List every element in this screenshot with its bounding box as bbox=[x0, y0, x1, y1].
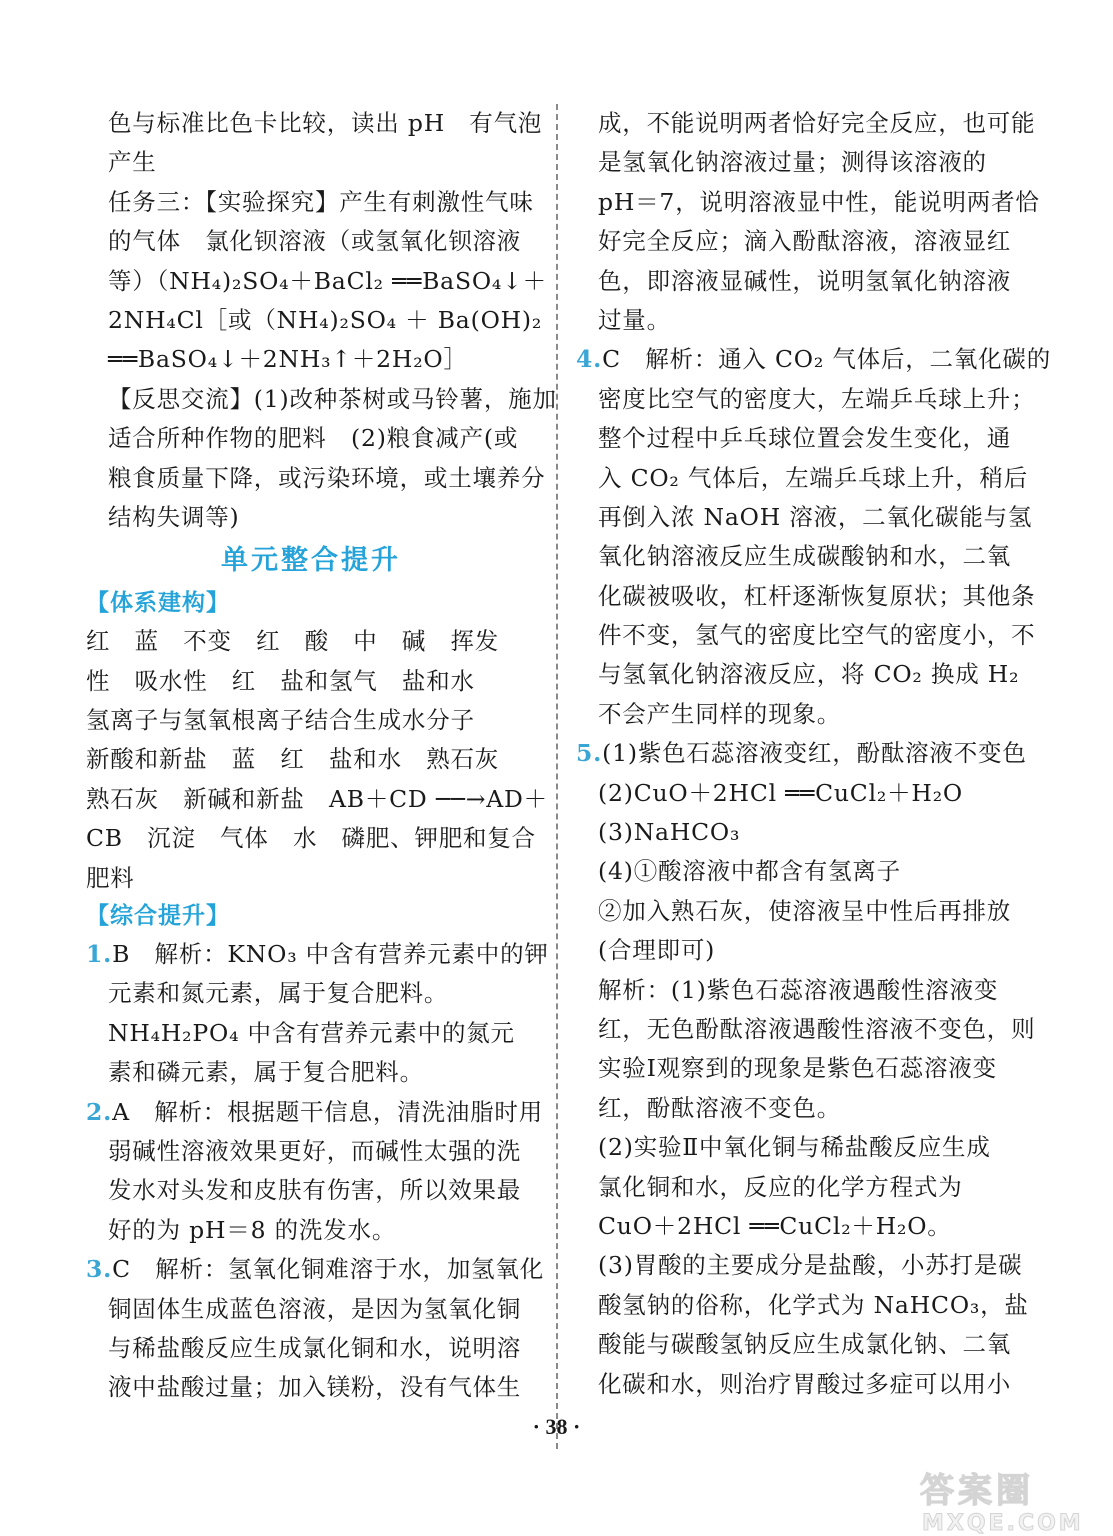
question-5-line: 红，酚酞溶液不变色。 bbox=[598, 1093, 841, 1122]
svg-text:MXQE.COM: MXQE.COM bbox=[922, 1511, 1084, 1536]
answer-line: 的气体 氯化钡溶液（或氢氧化钡溶液 bbox=[108, 227, 522, 256]
column-divider bbox=[556, 104, 558, 1449]
question-5-number: 5. bbox=[576, 739, 603, 768]
system-line: 新酸和新盐 蓝 红 盐和水 熟石灰 bbox=[86, 745, 500, 774]
question-5-line: (3)NaHCO₃ bbox=[598, 818, 741, 847]
question-4-number: 4. bbox=[576, 345, 603, 374]
question-2-line: 弱碱性溶液效果更好，而碱性太强的洗 bbox=[108, 1136, 522, 1165]
watermark-logo bbox=[900, 1462, 1110, 1536]
question-5-line: (2)实验Ⅱ中氧化铜与稀盐酸反应生成 bbox=[598, 1133, 991, 1162]
question-5-line: 实验Ⅰ观察到的现象是紫色石蕊溶液变 bbox=[598, 1054, 997, 1083]
system-line: 熟石灰 新碱和新盐 AB＋CD ──→AD＋ bbox=[86, 784, 548, 813]
question-1-line: 素和磷元素，属于复合肥料。 bbox=[108, 1058, 424, 1087]
question-5-line: 氯化铜和水，反应的化学方程式为 bbox=[598, 1172, 963, 1201]
question-4-line: 不会产生同样的现象。 bbox=[598, 699, 841, 728]
question-2-text: A 解析：根据题干信息，清洗油脂时用 bbox=[112, 1097, 544, 1126]
question-5-text: (1)紫色石蕊溶液变红，酚酞溶液不变色 bbox=[602, 739, 1027, 768]
question-3-line: 铜固体生成蓝色溶液，是因为氢氧化铜 bbox=[108, 1294, 522, 1323]
question-4-line: 整个过程中乒乓球位置会发生变化，通 bbox=[598, 424, 1012, 453]
section-title: 单元整合提升 bbox=[221, 545, 401, 577]
question-4-line bbox=[576, 340, 1052, 379]
answer-line: 2NH₄Cl［或（NH₄)₂SO₄ ＋ Ba(OH)₂ bbox=[108, 305, 543, 334]
answer-line: 粮食质量下降，或污染环境，或土壤养分 bbox=[108, 463, 546, 492]
svg-text:答案圈: 答案圈 bbox=[920, 1471, 1034, 1511]
answer-line: 【反思交流】(1)改种茶树或马铃薯，施加 bbox=[108, 384, 557, 413]
answer-line: 结构失调等) bbox=[108, 502, 240, 531]
question-2-line: 好的为 pH＝8 的洗发水。 bbox=[108, 1215, 397, 1244]
left-column bbox=[86, 104, 557, 1408]
question-5-line: (2)CuO＋2HCl ══CuCl₂＋H₂O bbox=[598, 778, 963, 807]
system-line: CB 沉淀 气体 水 磷肥、钾肥和复合 bbox=[86, 824, 536, 853]
answer-line: 产生 bbox=[108, 148, 157, 177]
right-column bbox=[576, 104, 1052, 1404]
question-1-number: 1. bbox=[86, 940, 113, 969]
question-3-line: 与稀盐酸反应生成氯化铜和水，说明溶 bbox=[108, 1333, 522, 1362]
question-3-line: 液中盐酸过量；加入镁粉，没有气体生 bbox=[108, 1373, 522, 1402]
continued-line: 好完全反应；滴入酚酞溶液，溶液显红 bbox=[598, 227, 1012, 256]
question-4-line: 件不变，氢气的密度比空气的密度小，不 bbox=[598, 621, 1036, 650]
question-3-number: 3. bbox=[86, 1255, 113, 1284]
question-5-line: (3)胃酸的主要成分是盐酸，小苏打是碳 bbox=[598, 1251, 1023, 1280]
question-4-text: C 解析：通入 CO₂ 气体后，二氧化碳的 bbox=[602, 345, 1052, 374]
system-line: 红 蓝 不变 红 酸 中 碱 挥发 bbox=[86, 627, 500, 656]
answer-line: ══BaSO₄↓＋2NH₃↑＋2H₂O］ bbox=[108, 345, 468, 374]
system-line: 性 吸水性 红 盐和氢气 盐和水 bbox=[86, 666, 475, 695]
question-1-line: NH₄H₂PO₄ 中含有营养元素中的氮元 bbox=[108, 1018, 515, 1047]
continued-line: 过量。 bbox=[598, 305, 671, 334]
question-4-line: 与氢氧化钠溶液反应，将 CO₂ 换成 H₂ bbox=[598, 660, 1020, 689]
answer-line: 适合所种作物的肥料 (2)粮食减产(或 bbox=[108, 424, 519, 453]
question-3-line bbox=[86, 1250, 545, 1289]
system-line: 氢离子与氢氧根离子结合生成水分子 bbox=[86, 706, 475, 735]
answer-line: 等）（NH₄)₂SO₄＋BaCl₂ ══BaSO₄↓＋ bbox=[108, 266, 547, 295]
answer-line: 色与标准比色卡比较，读出 pH 有气泡 bbox=[108, 109, 543, 137]
question-5-line: (合理即可) bbox=[598, 936, 716, 965]
system-line: 肥料 bbox=[86, 863, 135, 892]
question-5-line bbox=[576, 734, 1028, 773]
question-1-text: B 解析：KNO₃ 中含有营养元素中的钾 bbox=[112, 940, 549, 969]
tag-system-construction: 【体系建构】 bbox=[86, 590, 230, 617]
question-5-line: CuO＋2HCl ══CuCl₂＋H₂O。 bbox=[598, 1211, 952, 1240]
question-4-line: 再倒入浓 NaOH 溶液，二氧化碳能与氢 bbox=[598, 502, 1033, 531]
question-2-line: 发水对头发和皮肤有伤害，所以效果最 bbox=[108, 1176, 522, 1205]
question-2-line bbox=[86, 1093, 544, 1132]
question-1-line bbox=[86, 935, 549, 974]
question-2-number: 2. bbox=[86, 1097, 113, 1126]
question-5-line: 红，无色酚酞溶液遇酸性溶液不变色，则 bbox=[598, 1014, 1036, 1043]
question-4-line: 密度比空气的密度大，左端乒乓球上升； bbox=[598, 384, 1036, 413]
page-number: · 38 · bbox=[532, 1414, 581, 1439]
question-5-line: 解析：(1)紫色石蕊溶液遇酸性溶液变 bbox=[598, 975, 999, 1004]
tag-comprehensive: 【综合提升】 bbox=[86, 903, 230, 930]
continued-line: 色，即溶液显碱性，说明氢氧化钠溶液 bbox=[598, 266, 1012, 295]
question-3-text: C 解析：氢氧化铜难溶于水，加氢氧化 bbox=[112, 1255, 545, 1284]
question-4-line: 化碳被吸收，杠杆逐渐恢复原状；其他条 bbox=[598, 581, 1036, 610]
question-5-line: 化碳和水，则治疗胃酸过多症可以用小 bbox=[598, 1369, 1012, 1398]
question-1-line: 元素和氮元素，属于复合肥料。 bbox=[108, 979, 449, 1008]
question-5-line: 酸能与碳酸氢钠反应生成氯化钠、二氧 bbox=[598, 1330, 1012, 1359]
question-4-line: 氧化钠溶液反应生成碳酸钠和水，二氧 bbox=[598, 542, 1012, 571]
question-5-line: (4)①酸溶液中都含有氢离子 bbox=[598, 857, 901, 886]
continued-line: pH＝7，说明溶液显中性，能说明两者恰 bbox=[598, 187, 1040, 216]
answer-line: 任务三：【实验探究】产生有刺激性气味 bbox=[108, 187, 534, 216]
continued-line: 成，不能说明两者恰好完全反应，也可能 bbox=[598, 109, 1036, 137]
question-5-line: ②加入熟石灰，使溶液呈中性后再排放 bbox=[598, 896, 1012, 925]
question-4-line: 入 CO₂ 气体后，左端乒乓球上升，稍后 bbox=[598, 463, 1029, 492]
question-5-line: 酸氢钠的俗称，化学式为 NaHCO₃，盐 bbox=[598, 1290, 1029, 1319]
continued-line: 是氢氧化钠溶液过量；测得该溶液的 bbox=[598, 148, 987, 177]
